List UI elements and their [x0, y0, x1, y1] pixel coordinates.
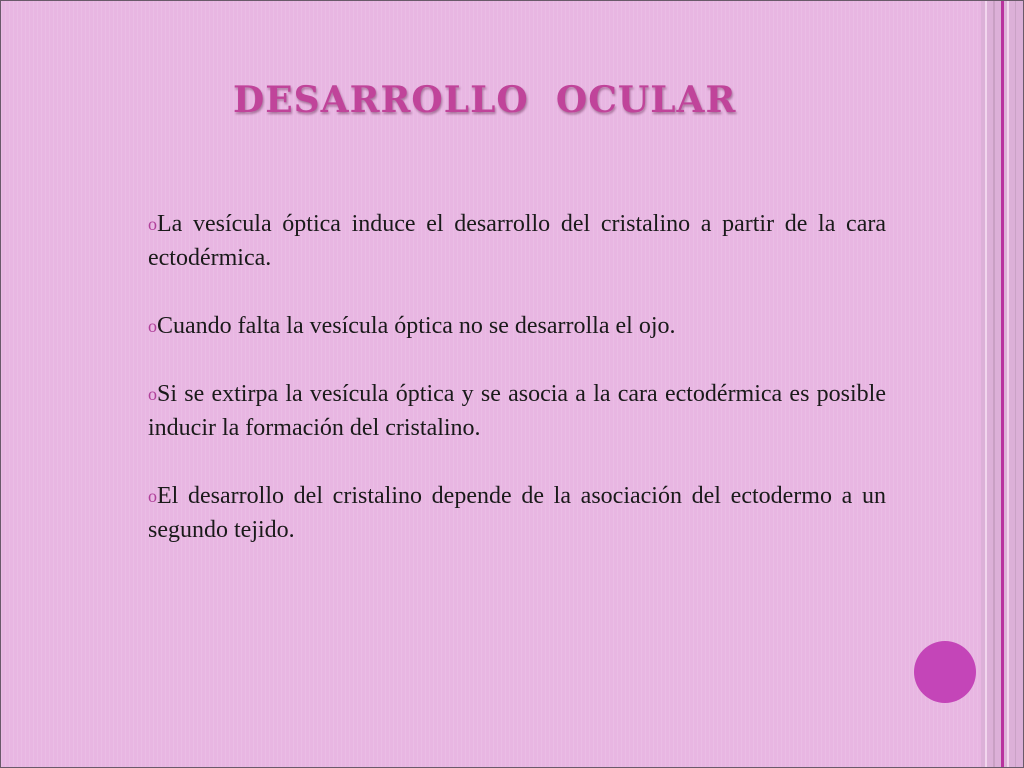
bullet-text: Cuando falta la vesícula óptica no se desarrolla el ojo. — [157, 313, 676, 339]
bullet-marker: o — [148, 384, 157, 404]
bullet-marker: o — [148, 486, 157, 506]
bullet-item — [148, 377, 886, 445]
bullet-marker: o — [148, 316, 157, 336]
slide-title: DESARROLLO OCULAR — [233, 79, 737, 121]
bullet-list — [148, 207, 886, 581]
bullet-text: El desarrollo del cristalino depende de la asociación del ectodermo a un segundo tejido. — [148, 483, 886, 543]
bullet-item — [148, 309, 886, 343]
decorative-circle — [914, 641, 976, 703]
decorative-stripe — [1015, 1, 1016, 768]
bullet-text: Si se extirpa la vesícula óptica y se asocia a la cara ectodérmica es posible inducir la formación del cristalino. — [148, 381, 886, 441]
decorative-stripe — [985, 1, 987, 768]
decorative-stripe-panel — [981, 1, 1024, 768]
bullet-text: La vesícula óptica induce el desarrollo del cristalino a partir de la cara ectodérmica. — [148, 211, 886, 271]
bullet-marker: o — [148, 214, 157, 234]
decorative-stripe — [1001, 1, 1004, 768]
bullet-item — [148, 479, 886, 547]
decorative-stripe — [1007, 1, 1009, 768]
decorative-stripe — [993, 1, 995, 768]
bullet-item — [148, 207, 886, 275]
